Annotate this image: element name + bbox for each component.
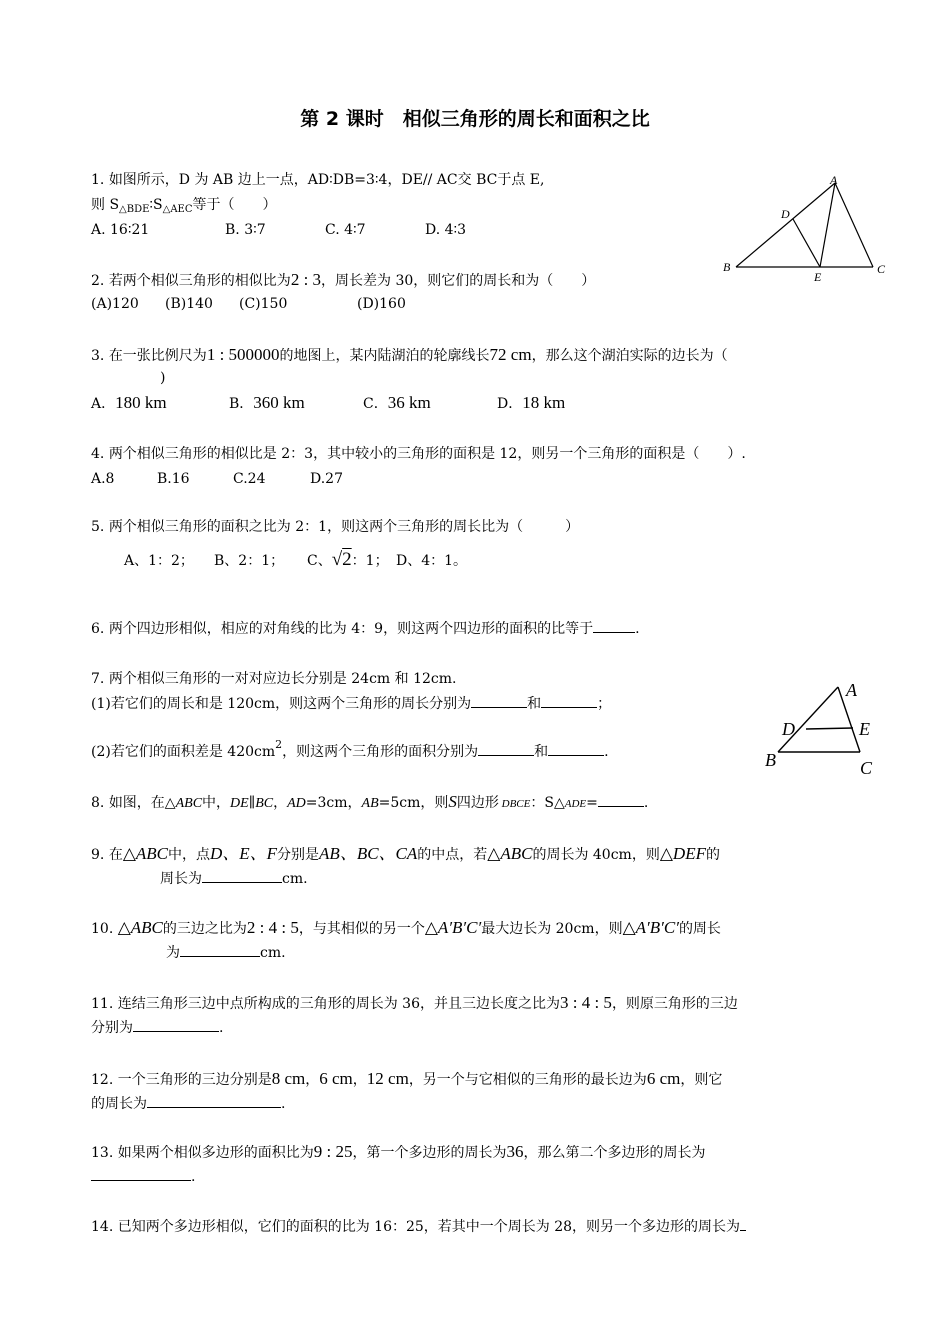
q2-option-a: (A)120 bbox=[91, 296, 139, 312]
q6-period: . bbox=[635, 621, 640, 637]
q4-option-b: B.16 bbox=[157, 471, 190, 487]
q9-line1 bbox=[91, 844, 720, 865]
fig1-label-e: E bbox=[814, 270, 822, 284]
q8-ade: ADE bbox=[564, 798, 587, 810]
q7-part1-blank-1[interactable] bbox=[471, 693, 527, 708]
q3-options bbox=[91, 393, 565, 414]
q3-text-b: 的地图上，某内陆湖泊的轮廓线长 bbox=[279, 348, 490, 364]
q10-line2-text: 为 bbox=[166, 945, 180, 961]
q11-line2-text: 分别为 bbox=[91, 1020, 133, 1036]
q5-option-b: B、2：1； bbox=[214, 553, 285, 569]
q3-option-a-letter: A． bbox=[91, 396, 116, 412]
q13-line2 bbox=[91, 1166, 195, 1187]
q3-option-a-value: 180 km bbox=[115, 393, 167, 412]
q7-line3 bbox=[91, 735, 609, 762]
q13-text-c: ，那么第二个多边形的周长为 bbox=[523, 1145, 706, 1161]
q10-unit: cm. bbox=[260, 945, 286, 961]
q9-unit: cm. bbox=[282, 871, 308, 887]
q12-sep-1: ， bbox=[305, 1072, 320, 1088]
q9-text-a: 在 bbox=[108, 847, 123, 863]
q7-part2-sup: 2 bbox=[275, 738, 283, 751]
fig1-label-c: C bbox=[877, 262, 886, 276]
q2-line1 bbox=[91, 270, 595, 291]
q13-number: 13. bbox=[91, 1145, 114, 1161]
q12-line1 bbox=[91, 1069, 722, 1090]
q8-text-h: ：S△ bbox=[530, 795, 565, 811]
q11-number: 11. bbox=[91, 996, 114, 1012]
q6-text: 两个四边形相似，相应的对角线的比为 4：9，则这两个四边形的面积的比等于 bbox=[108, 621, 594, 637]
q3-line2: ) bbox=[160, 370, 166, 386]
q8-text-a: 如图，在△ bbox=[108, 795, 176, 811]
q13-text-b: ，第一个多边形的周长为 bbox=[352, 1145, 507, 1161]
q3-text-a: 在一张比例尺为 bbox=[108, 348, 207, 364]
q7-part1-blank-2[interactable] bbox=[541, 693, 597, 708]
fig2-label-b: B bbox=[765, 750, 776, 770]
q8-equals: = bbox=[586, 795, 598, 811]
q3-option-d bbox=[497, 393, 565, 414]
q10-tri-prime-2: △A′B′C′ bbox=[622, 918, 679, 937]
q9-text-b: 中，点 bbox=[168, 847, 210, 863]
figure-triangle-2 bbox=[760, 678, 890, 778]
q10-line2 bbox=[166, 942, 286, 963]
q12-sep-2: ， bbox=[352, 1072, 367, 1088]
fig1-line-ab bbox=[736, 183, 835, 267]
q9-text-c: 分别是 bbox=[277, 847, 320, 863]
q9-tri-abc: △ABC bbox=[122, 844, 168, 863]
q8-text-d: ， bbox=[273, 795, 288, 811]
q3-line1 bbox=[91, 345, 728, 366]
q1-sub2: △AEC bbox=[162, 204, 193, 215]
q1-sub1: △BDE bbox=[119, 204, 150, 215]
q13-perimeter: 36 bbox=[506, 1142, 524, 1161]
q1-line2 bbox=[91, 195, 277, 220]
q6-number: 6. bbox=[91, 621, 105, 637]
q7-part2-blank-1[interactable] bbox=[478, 741, 534, 756]
q4-options bbox=[91, 469, 343, 489]
q2-options bbox=[91, 294, 406, 314]
q7-number: 7. bbox=[91, 671, 105, 687]
q12-number: 12. bbox=[91, 1072, 114, 1088]
q2-ratio: 2 : 3 bbox=[290, 270, 322, 289]
q9-line2 bbox=[160, 868, 308, 889]
q11-text-a: 连结三角形三边中点所构成的三角形的周长为 36，并且三边长度之比为 bbox=[117, 996, 560, 1012]
fig2-label-c: C bbox=[860, 758, 873, 778]
q13-answer-blank[interactable] bbox=[91, 1166, 191, 1181]
q4-text: 两个相似三角形的相似比是 2：3，其中较小的三角形的面积是 12，则另一个三角形的面积是（ ）. bbox=[108, 446, 746, 462]
q2-option-c: (C)150 bbox=[239, 296, 288, 312]
q10-ratio: 2 : 4 : 5 bbox=[246, 918, 299, 937]
q12-period: . bbox=[281, 1096, 286, 1112]
q10-text-c: 最大边长为 20cm，则 bbox=[481, 921, 623, 937]
q3-option-c bbox=[363, 393, 497, 414]
q2-text-a: 若两个相似三角形的相似比为 bbox=[108, 273, 291, 289]
q11-ratio: 3 : 4 : 5 bbox=[559, 993, 612, 1012]
q6-line1 bbox=[91, 618, 640, 639]
q11-line2 bbox=[91, 1017, 223, 1038]
q4-line1 bbox=[91, 444, 746, 464]
fig1-line-ac bbox=[835, 183, 873, 267]
q6-answer-blank[interactable] bbox=[593, 618, 635, 633]
fig1-label-d: D bbox=[781, 207, 790, 221]
q7-text: 两个相似三角形的一对对应边长分别是 24cm 和 12cm. bbox=[108, 671, 457, 687]
q12-side-1: 8 cm bbox=[271, 1069, 306, 1088]
q9-text-d: 的中点，若 bbox=[417, 847, 488, 863]
q8-s: S bbox=[448, 792, 457, 811]
q12-text-c: ，则它 bbox=[680, 1072, 723, 1088]
q9-text-f: 的 bbox=[705, 847, 720, 863]
fig1-line-de bbox=[793, 219, 820, 267]
q2-option-d: (D)160 bbox=[357, 296, 406, 312]
q3-option-a bbox=[91, 393, 229, 414]
q4-option-c: C.24 bbox=[233, 471, 266, 487]
q5-option-c bbox=[307, 550, 396, 571]
q4-option-d: D.27 bbox=[310, 471, 343, 487]
page-title: 第 2 课时 相似三角形的周长和面积之比 bbox=[300, 108, 650, 130]
q5-sqrt: √2 bbox=[331, 549, 352, 570]
q13-period: . bbox=[191, 1169, 196, 1185]
q12-text-b: ，另一个与它相似的三角形的最长边为 bbox=[408, 1072, 647, 1088]
q1-line1 bbox=[91, 170, 544, 190]
q3-option-c-letter: C． bbox=[363, 396, 388, 412]
fig2-line-de bbox=[806, 728, 853, 729]
q9-sides: AB、BC、CA bbox=[319, 844, 418, 863]
q8-parallel: ∥ bbox=[248, 795, 256, 811]
q1-text-a: 则 S bbox=[91, 197, 120, 213]
q10-tri-abc: △ABC bbox=[117, 918, 163, 937]
q11-line1 bbox=[91, 993, 738, 1014]
q5-option-d: D、4：1。 bbox=[396, 553, 468, 569]
q1-options bbox=[91, 220, 466, 240]
q8-dbce: DBCE bbox=[498, 798, 531, 810]
q3-scale: 1 : 500000 bbox=[206, 345, 280, 364]
q8-bc: BC bbox=[255, 796, 274, 811]
q3-option-d-value: 18 km bbox=[522, 393, 566, 412]
q12-line2 bbox=[91, 1093, 285, 1114]
fig2-label-d: D bbox=[782, 719, 795, 739]
q8-line1 bbox=[91, 792, 648, 814]
q2-number: 2. bbox=[91, 273, 105, 289]
fig1-label-a: A bbox=[830, 173, 838, 187]
q1-text-c: 等于（ ） bbox=[192, 197, 277, 213]
q3-number: 3. bbox=[91, 348, 105, 364]
q3-option-b-letter: B． bbox=[229, 396, 254, 412]
q5-option-a: A、1：2； bbox=[124, 553, 194, 569]
q1-option-d: D. 4∶3 bbox=[425, 222, 467, 238]
figure-triangle-1 bbox=[716, 170, 896, 285]
q10-number: 10. bbox=[91, 921, 114, 937]
q7-part2-and: 和 bbox=[534, 744, 549, 760]
q12-text-a: 一个三角形的三边分别是 bbox=[117, 1072, 272, 1088]
q12-side-3: 12 cm bbox=[366, 1069, 409, 1088]
q5-text: 两个相似三角形的面积之比为 2：1，则这两个三角形的周长比为（ ） bbox=[108, 519, 580, 535]
fig1-label-b: B bbox=[723, 260, 731, 274]
q9-tri-abc-2: △ABC bbox=[487, 844, 533, 863]
q1-text-b: ∶S bbox=[149, 197, 163, 213]
q1-option-b: B. 3∶7 bbox=[225, 222, 266, 238]
q2-option-b: (B)140 bbox=[165, 296, 213, 312]
q12-answer-blank[interactable] bbox=[147, 1093, 281, 1108]
q8-de: DE bbox=[230, 796, 249, 811]
q7-line2 bbox=[91, 693, 611, 714]
q14-answer-blank[interactable] bbox=[740, 1216, 746, 1231]
q8-text-b: 中， bbox=[202, 795, 231, 811]
q5-sqrt-value: 2 bbox=[342, 549, 352, 570]
q8-text-g: 四边形 bbox=[456, 795, 499, 811]
q7-part2-blank-2[interactable] bbox=[548, 741, 604, 756]
q8-ab: AB bbox=[361, 796, 379, 811]
q14-line1 bbox=[91, 1216, 746, 1237]
q11-text-b: ，则原三角形的三边 bbox=[611, 996, 738, 1012]
q8-period: . bbox=[643, 795, 649, 811]
q7-line1 bbox=[91, 669, 456, 689]
q5-option-c-label: C、 bbox=[307, 553, 332, 569]
q8-number: 8. bbox=[91, 795, 105, 811]
q1-option-a: A. 16∶21 bbox=[91, 222, 150, 238]
fig2-label-a: A bbox=[846, 680, 857, 700]
q9-points: D、E、F bbox=[210, 844, 278, 863]
q14-number: 14. bbox=[91, 1219, 114, 1235]
q13-text-a: 如果两个相似多边形的面积比为 bbox=[117, 1145, 314, 1161]
q12-side-2: 6 cm bbox=[319, 1069, 353, 1088]
q9-answer-blank[interactable] bbox=[202, 868, 282, 883]
q7-part2-end: . bbox=[604, 744, 609, 760]
fig1-line-ae bbox=[820, 183, 835, 267]
q4-number: 4. bbox=[91, 446, 105, 462]
q3-option-d-letter: D． bbox=[497, 396, 523, 412]
q8-text-f: =5cm，则 bbox=[378, 795, 449, 811]
q11-answer-blank[interactable] bbox=[133, 1017, 219, 1032]
q5-number: 5. bbox=[91, 519, 105, 535]
q2-text-b: ，周长差为 30，则它们的周长和为（ ） bbox=[321, 273, 596, 289]
q11-period: . bbox=[219, 1020, 224, 1036]
q8-ad: AD bbox=[287, 796, 306, 811]
q1-number: 1. bbox=[91, 172, 105, 188]
q4-option-a: A.8 bbox=[91, 471, 115, 487]
q7-part1-text: (1)若它们的周长和是 120cm，则这两个三角形的周长分别为 bbox=[91, 696, 472, 712]
q3-option-b bbox=[229, 393, 363, 414]
q7-part2-text-b: ，则这两个三角形的面积分别为 bbox=[282, 744, 479, 760]
q14-text: 已知两个多边形相似，它们的面积的比为 16：25，若其中一个周长为 28，则另一个多边形的周长为 bbox=[117, 1219, 741, 1235]
q9-tri-def: △DEF bbox=[659, 844, 706, 863]
q13-line1 bbox=[91, 1142, 705, 1163]
q8-abc: ABC bbox=[175, 796, 203, 811]
q10-text-b: ，与其相似的另一个 bbox=[298, 921, 425, 937]
fig2-label-e: E bbox=[859, 719, 870, 739]
q13-ratio: 9 : 25 bbox=[313, 1142, 353, 1161]
q9-number: 9. bbox=[91, 847, 105, 863]
q7-part2-text-a: (2)若它们的面积差是 420cm bbox=[91, 744, 276, 760]
q1-text: 如图所示，D 为 AB 边上一点，AD∶DB=3∶4，DE// AC交 BC于点 E, bbox=[108, 172, 545, 188]
q9-text-e: 的周长为 40cm，则 bbox=[532, 847, 660, 863]
q1-option-c: C. 4∶7 bbox=[325, 222, 366, 238]
q9-line2-text: 周长为 bbox=[160, 871, 202, 887]
q10-text-a: 的三边之比为 bbox=[162, 921, 247, 937]
q8-text-e: =3cm， bbox=[305, 795, 362, 811]
q8-answer-blank[interactable] bbox=[598, 792, 644, 807]
q7-part1-and: 和 bbox=[527, 696, 542, 712]
q10-tri-prime: △A′B′C′ bbox=[424, 918, 482, 937]
q7-part1-end: ； bbox=[597, 696, 612, 712]
q5-options bbox=[124, 550, 467, 571]
q12-longest: 6 cm bbox=[646, 1069, 681, 1088]
q3-option-b-value: 360 km bbox=[253, 393, 305, 412]
q5-option-c-tail: ：1； bbox=[351, 553, 389, 569]
q10-text-d: 的周长 bbox=[678, 921, 721, 937]
q10-answer-blank[interactable] bbox=[180, 942, 260, 957]
q3-length: 72 cm bbox=[489, 345, 532, 364]
q5-line1 bbox=[91, 517, 579, 537]
q12-line2-text: 的周长为 bbox=[91, 1096, 147, 1112]
q10-line1 bbox=[91, 918, 721, 939]
q3-text-c: ，那么这个湖泊实际的边长为（ bbox=[531, 348, 728, 364]
q3-option-c-value: 36 km bbox=[387, 393, 431, 412]
